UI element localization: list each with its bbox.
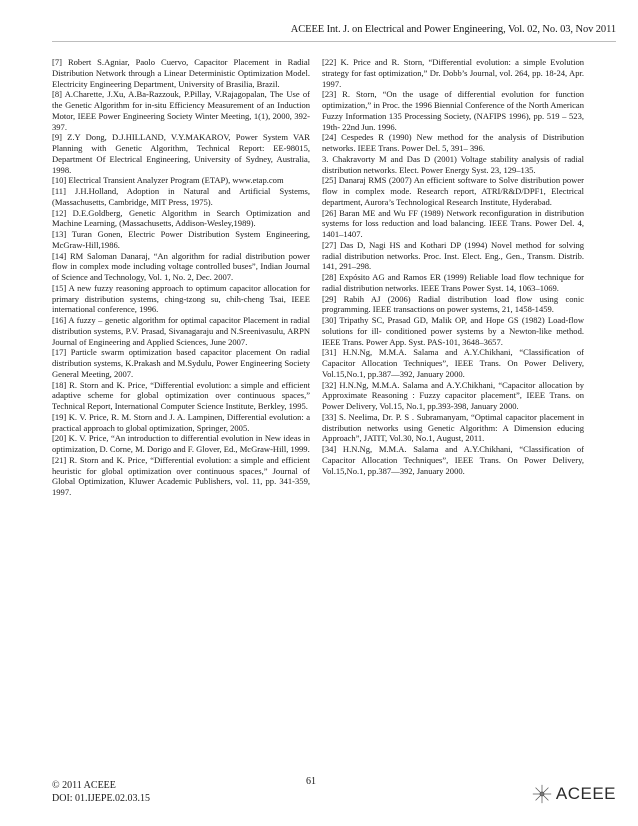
reference-item: [9] Z.Y Dong, D.J.HILLAND, V.Y.MAKAROV, Power System VAR Planning with Genetic Algorithm, Technical Report: EE-98015, Department Of Electrical Engineering, University of Sydney, Australia, 1998. bbox=[52, 132, 310, 175]
reference-item: [17] Particle swarm optimization based capacitor placement On radial distribution systems, K.Prakash and M.Sydulu, Power Engineering Society General Meeting, 2007. bbox=[52, 347, 310, 379]
reference-item: [30] Tripathy SC, Prasad GD, Malik OP, and Hope GS (1982) Load-flow solutions for ill- conditioned power systems by a Newton-like method. IEEE Trans. Power App. Syst. PAS-101, 3648–3657. bbox=[322, 315, 584, 347]
reference-item: [24] Cespedes R (1990) New method for the analysis of Distribution networks. IEEE Trans. Power Del. 5, 391– 396. bbox=[322, 132, 584, 153]
reference-item: [16] A fuzzy – genetic algorithm for optimal capacitor Placement in radial distribution systems, P.V. Prasad, Sivanagaraju and N.Sreenivasulu, ARPN Journal of Engineering and Applied Sciences, June 2007. bbox=[52, 315, 310, 347]
reference-item: [20] K. V. Price, “An introduction to differential evolution in New ideas in optimization, D. Corne, M. Dorigo and F. Glover, Ed., McGraw-Hill, 1999. bbox=[52, 433, 310, 454]
reference-item: [8] A.Charette, J.Xu, A.Ba-Razzouk, P.Pillay, V.Rajagopalan, The Use of the Genetic Algorithm for in-situ Efficiency Measurement of an Induction Motor, IEEE Power Engineering Society Winter Meeting, 1(1), 2000, 392-397. bbox=[52, 89, 310, 132]
reference-item: [15] A new fuzzy reasoning approach to optimum capacitor allocation for primary distribution systems, ching-tzong su, chih-cheng Tsai, IEEE international conference, 1996. bbox=[52, 282, 310, 315]
reference-item: [19] K. V. Price, R. M. Storn and J. A. Lampinen, Differential evolution: a practical approach to global optimization, Springer, 2005. bbox=[52, 411, 310, 433]
reference-item: [10] Electrical Transient Analyzer Program (ETAP), www.etap.com bbox=[52, 175, 284, 186]
reference-item: 3. Chakravorty M and Das D (2001) Voltage stability analysis of radial distribution networks. Elect. Power Energy Syst. 23, 129–135. bbox=[322, 153, 584, 175]
doi-text: DOI: 01.IJEPE.02.03.15 bbox=[52, 793, 151, 804]
reference-item: [34] H.N.Ng, M.M.A. Salama and A.Y.Chikhani, “Classification of Capacitor Allocation Techniques”, IEEE Trans. On Power Delivery, Vol.15,No.1, pp.387—392, January 2000. bbox=[322, 444, 584, 476]
logo-text: ACEEE bbox=[555, 784, 616, 803]
copyright-text: © 2011 ACEEE bbox=[52, 780, 116, 791]
reference-item: [18] R. Storn and K. Price, “Differential evolution: a simple and efficient adaptive scheme for global optimization over continuous spaces,” Technical Report, International Computer Science Institute, Berkley, 1995. bbox=[52, 379, 310, 411]
reference-item: [28] Expósito AG and Ramos ER (1999) Reliable load flow technique for radial distribution networks. IEEE Trans Power Syst. 14, 1063–1069. bbox=[322, 272, 584, 293]
reference-item: [29] Rabih AJ (2006) Radial distribution load flow using conic programming. IEEE transactions on power systems, 21, 1458-1459. bbox=[322, 293, 584, 315]
reference-item: [26] Baran ME and Wu FF (1989) Network reconfiguration in distribution systems for loss reduction and load balancing. IEEE Trans. Power Del. 4, 1401–1407. bbox=[322, 207, 584, 239]
reference-item: [7] Robert S.Agniar, Paolo Cuervo, Capacitor Placement in Radial Distribution Network through a Linear Deterministic Optimization Model. Electricity Engineering Department, University of Brasilia, Brazil. bbox=[52, 57, 310, 89]
reference-item: [14] RM Saloman Danaraj, “An algorithm for radial distribution power flow in complex mode including voltage controlled buses”, Indian Journal of Science and Technology, Vol. 1, No. 2, Dec. 2007. bbox=[52, 250, 310, 282]
reference-item: [27] Das D, Nagi HS and Kothari DP (1994) Novel method for solving radial distribution networks. Proc. Inst. Elect. Eng., Gen., Transm. Distrib. 141, 291–298. bbox=[322, 239, 584, 272]
reference-item: [21] R. Storn and K. Price, “Differential evolution: a simple and efficient heuristic for global optimization over continuous spaces,” Journal of Global Optimization, Kluwer Academic Publishers, vol. 11, pp. 341-359, 1997. bbox=[52, 454, 310, 497]
reference-item: [12] D.E.Goldberg, Genetic Algorithm in Search Optimization and Machine Learning, (Massachusetts, Addison-Wesley,1989). bbox=[52, 207, 310, 229]
aceee-star-logo-icon bbox=[531, 783, 553, 805]
reference-item: [25] Danaraj RMS (2007) An efficient software to Solve distribution power flow in complex mode. Research report, ATRI/R&D/DPF1, Electrical department, Aurora’s Technological Research Institute, Hyderabad. bbox=[322, 175, 584, 207]
reference-item: [13] Turan Gonen, Electric Power Distribution System Engineering, McGraw-Hill,1986. bbox=[52, 229, 310, 250]
references-left-column bbox=[52, 57, 310, 498]
journal-header: ACEEE Int. J. on Electrical and Power Engineering, Vol. 02, No. 03, Nov 2011 bbox=[290, 24, 616, 35]
reference-item: [11] J.H.Holland, Adoption in Natural and Artificial Systems, (Massachusetts, Cambridge, MIT Press, 1975). bbox=[52, 186, 310, 207]
reference-item: [32] H.N.Ng, M.M.A. Salama and A.Y.Chikhani, “Capacitor allocation by Approximate Reasoning : Fuzzy capacitor placement”, IEEE Trans. on Power Delivery, Vol.15, No.1, pp.393-398, January 2000. bbox=[322, 379, 584, 411]
reference-item: [33] S. Neelima, Dr. P. S . Subramanyam, “Optimal capacitor placement in distribution networks using Genetic Algorithm: A Dimension educing Approach”, JATIT, Vol.30, No.1, August, 2011. bbox=[322, 411, 584, 444]
page-number: 61 bbox=[306, 776, 316, 787]
aceee-logo bbox=[531, 783, 616, 805]
references-right-column bbox=[322, 57, 584, 476]
reference-item: [22] K. Price and R. Storn, “Differential evolution: a simple Evolution strategy for fast optimization,” Dr. Dobb’s Journal, vol. 264, pp. 18-24, Apr. 1997. bbox=[322, 57, 584, 89]
footer-info bbox=[52, 779, 150, 805]
reference-item: [23] R. Storn, “On the usage of differential evolution for function optimization,” in Proc. the 1996 Biennial Conference of the North American Fuzzy Information 135 Processing Society, (NAFIPS 1996), pp. 519 – 523, 19th- 22nd Jun. 1996. bbox=[322, 89, 584, 132]
header-rule bbox=[52, 41, 616, 42]
reference-item: [31] H.N.Ng, M.M.A. Salama and A.Y.Chikhani, “Classification of Capacitor Allocation Techniques”, IEEE Trans. On Power Delivery, Vol.15,No.1, pp.387—392, January 2000. bbox=[322, 347, 584, 379]
